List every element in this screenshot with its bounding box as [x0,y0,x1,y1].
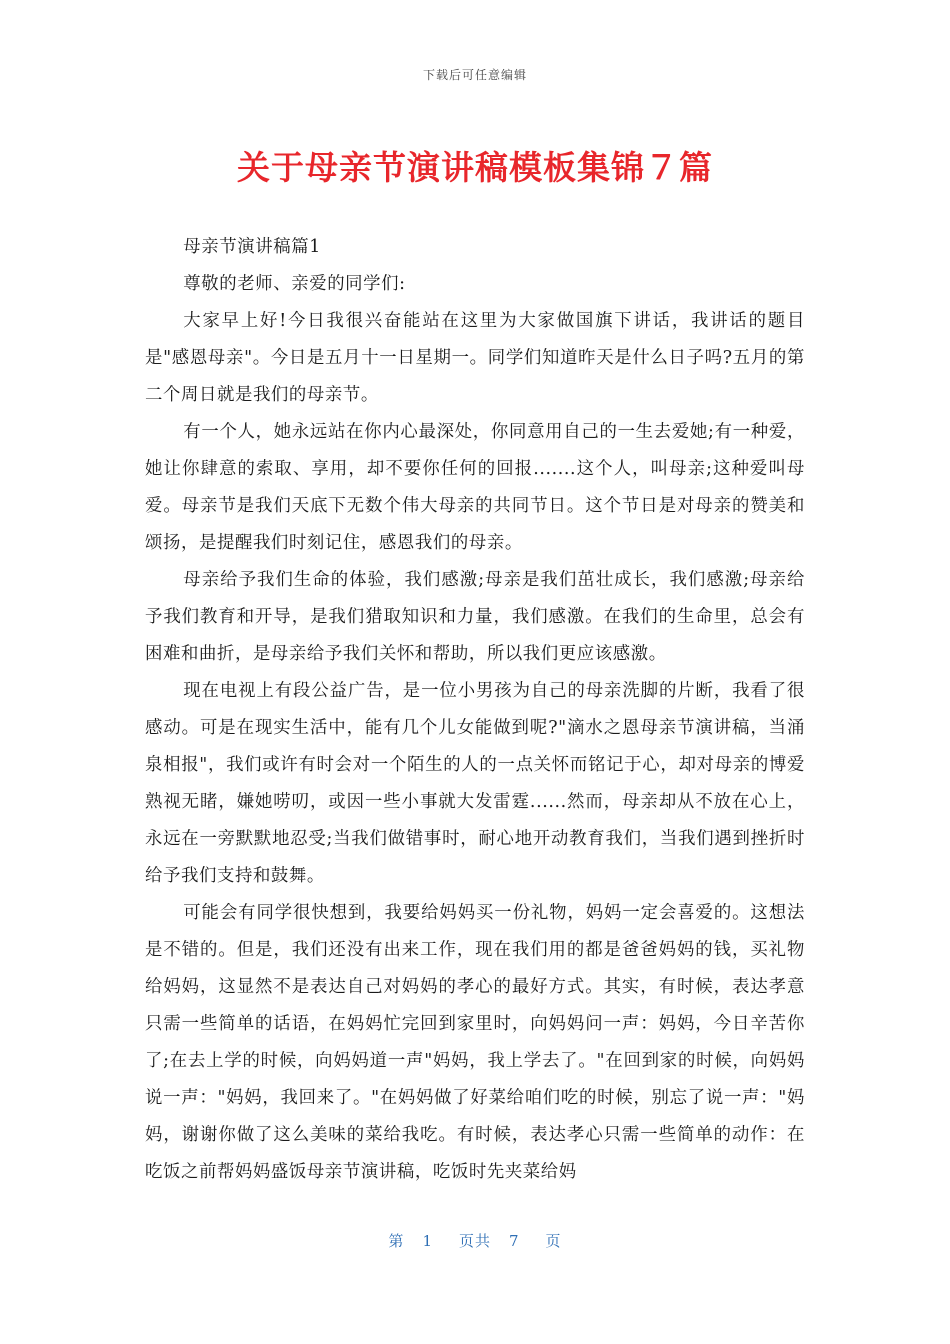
paragraph-2: 有一个人，她永远站在你内心最深处，你同意用自己的一生去爱她;有一种爱，她让你肆意的索取、享用，却不要你任何的回报.......这个人，叫母亲;这种爱叫母爱。母亲节是我们天底下无数个伟大母亲的共同节日。这个节日是对母亲的赞美和颂扬，是提醒我们时刻记住，感恩我们的母亲。 [145,422,805,553]
current-page-number: 1 [422,1232,433,1250]
page-suffix: 页 [545,1232,562,1250]
page-footer [0,1230,950,1251]
page-mid-text: 页共 [458,1232,491,1250]
paragraph-1: 大家早上好!今日我很兴奋能站在这里为大家做国旗下讲话，我讲话的题目是"感恩母亲"。今日是五月十一日星期一。同学们知道昨天是什么日子吗?五月的第二个周日就是我们的母亲节。 [145,311,805,405]
page-prefix: 第 [388,1232,405,1250]
salutation: 尊敬的老师、亲爱的同学们: [183,274,406,294]
paragraph-5: 可能会有同学很快想到，我要给妈妈买一份礼物，妈妈一定会喜爱的。这想法是不错的。但是，我们还没有出来工作，现在我们用的都是爸爸妈妈的钱，买礼物给妈妈，这显然不是表达自己对妈妈的孝心的最好方式。其实，有时候，表达孝意只需一些简单的话语，在妈妈忙完回到家里时，向妈妈问一声：妈妈，今日辛苦你了;在去上学的时候，向妈妈道一声"妈妈，我上学去了。"在回到家的时候，向妈妈说一声："妈妈，我回来了。"在妈妈做了好菜给咱们吃的时候，别忘了说一声："妈妈，谢谢你做了这么美味的菜给我吃。有时候，表达孝心只需一些简单的动作：在吃饭之前帮妈妈盛饭母亲节演讲稿，吃饭时先夹菜给妈 [145,903,805,1182]
header-note: 下载后可任意编辑 [422,68,527,82]
paragraph-3: 母亲给予我们生命的体验，我们感激;母亲是我们茁壮成长，我们感激;母亲给予我们教育和开导，是我们猎取知识和力量，我们感激。在我们的生命里，总会有困难和曲折，是母亲给予我们关怀和帮助，所以我们更应该感激。 [145,570,805,664]
document-title: 关于母亲节演讲稿模板集锦７篇 [237,148,713,187]
paragraph-4: 现在电视上有段公益广告，是一位小男孩为自己的母亲洗脚的片断，我看了很感动。可是在现实生活中，能有几个儿女能做到呢?"滴水之恩母亲节演讲稿，当涌泉相报"，我们或许有时会对一个陌生的人的一点关怀而铭记于心，却对母亲的博爱熟视无睹，嫌她唠叨，或因一些小事就大发雷霆......然而，母亲却从不放在心上，永远在一旁默默地忍受;当我们做错事时，耐心地开动教育我们，当我们遇到挫折时给予我们支持和鼓舞。 [145,681,805,886]
section-heading: 母亲节演讲稿篇1 [183,237,321,257]
document-body [145,229,805,1191]
total-pages-number: 7 [509,1232,520,1250]
